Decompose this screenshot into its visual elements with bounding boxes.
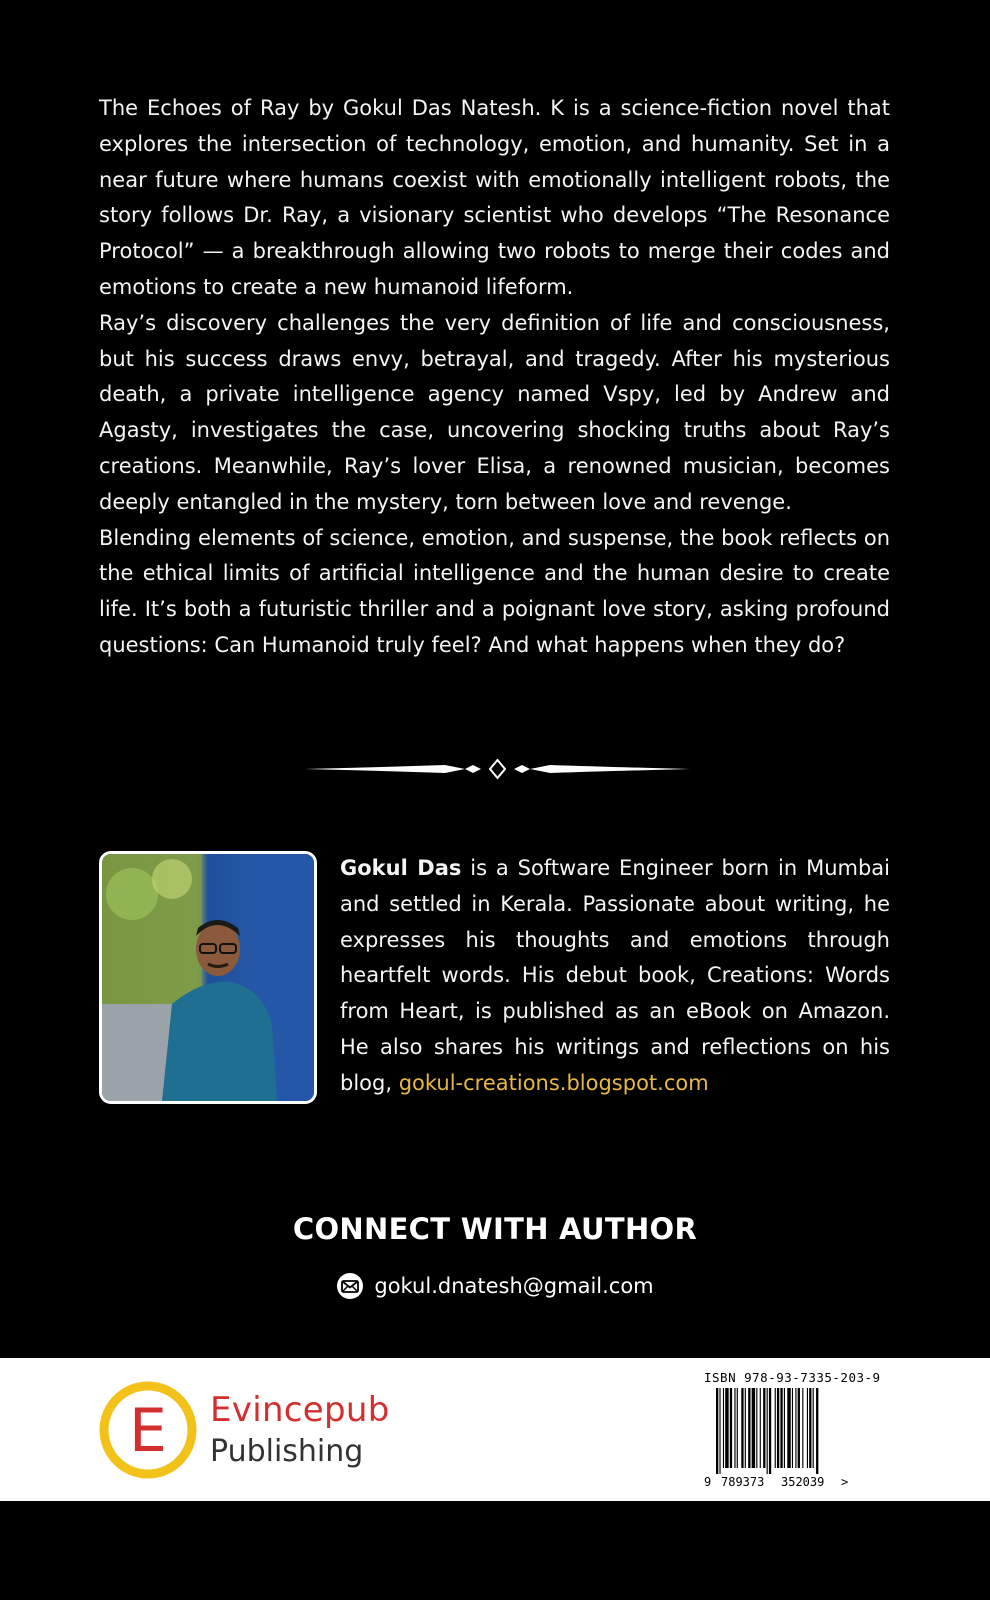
barcode-bar — [780, 1388, 782, 1468]
barcode-bar — [741, 1388, 743, 1468]
barcode-bar — [730, 1388, 732, 1468]
isbn-label: ISBN 978-93-7335-203-9 — [704, 1370, 881, 1385]
barcode-bar — [777, 1388, 779, 1468]
synopsis-paragraph-2: Ray’s discovery challenges the very definition of life and consciousness, but his success draws envy, betrayal, and tragedy. After his mysterious death, a private intelligence agency named Vspy, led by Andrew and Agasty, investigates the case, uncovering shocking truths about Ray’s creations. Meanwhile, Ray’s lover Elisa, a renowned musician, becomes deeply entangled in the mystery, torn between love and revenge. — [99, 310, 890, 514]
author-bio-text — [340, 851, 890, 1102]
barcode-digits-right: 352039 — [781, 1475, 825, 1489]
barcode-bar — [767, 1388, 768, 1474]
barcode-bar — [769, 1388, 771, 1474]
barcode-bar — [752, 1388, 755, 1468]
barcode-bar — [775, 1388, 776, 1468]
barcode-digits-mid: 789373 — [721, 1475, 765, 1489]
barcode-bar — [792, 1388, 793, 1468]
barcode-bar — [756, 1388, 757, 1468]
logo-letter: E — [129, 1396, 167, 1466]
barcode-bar — [798, 1388, 800, 1468]
barcode-bar — [784, 1388, 785, 1468]
synopsis-paragraph-1: The Echoes of Ray by Gokul Das Natesh. K is a science-fiction novel that explores the intersection of technology, emotion, and humanity. Set in a near future where humans coexist with emotionally intelligent robots, the story follows Dr. Ray, a visionary scientist who develops “The Resonance Protocol” — a breakthrough allowing two robots to merge their codes and emotions to create a new humanoid lifeform. — [99, 96, 890, 299]
author-email-row[interactable] — [0, 1272, 990, 1300]
barcode-bar — [723, 1388, 724, 1468]
author-blog-link[interactable]: gokul-creations.blogspot.com — [398, 1070, 709, 1095]
barcode-digit-left: 9 — [704, 1475, 712, 1489]
barcode-bar — [787, 1388, 790, 1468]
synopsis-paragraph-3: Blending elements of science, emotion, and suspense, the book reflects on the ethical limits of artificial intelligence and the human desire to create life. It’s both a futuristic thriller and a poignant love story, asking profound questions: Can Humanoid truly feel? And what happens when they do? — [99, 525, 890, 657]
book-synopsis — [99, 91, 890, 664]
author-bio-body: is a Software Engineer born in Mumbai and settled in Kerala. Passionate about writing, he expresses his thoughts and emotions through heartfelt words. His debut book, Creations: Words from Heart, is published as an eBook on Amazon. He also shares his writings and reflections on his blog, — [340, 856, 890, 1095]
evincepub-logo-icon — [98, 1380, 198, 1480]
barcode-bar — [760, 1388, 761, 1468]
barcode-arrow: > — [841, 1475, 849, 1489]
isbn-barcode — [704, 1386, 864, 1489]
barcode-bar — [802, 1388, 803, 1468]
barcode-bar — [716, 1388, 718, 1474]
barcode-bar — [737, 1388, 738, 1468]
publisher-subtitle: Publishing — [210, 1434, 364, 1469]
barcode-bar — [816, 1388, 818, 1474]
author-bio — [340, 851, 890, 1102]
barcode-bar — [734, 1388, 735, 1468]
publisher-footer — [0, 1358, 990, 1501]
publisher-name: Evincepub — [210, 1390, 390, 1430]
connect-heading: CONNECT WITH AUTHOR — [292, 1212, 698, 1246]
author-email: gokul.dnatesh@gmail.com — [374, 1274, 654, 1298]
barcode-bar — [809, 1388, 811, 1468]
barcode-bar — [748, 1388, 750, 1468]
barcode-bar — [807, 1388, 808, 1468]
barcode-bar — [725, 1388, 728, 1468]
ornamental-divider — [305, 754, 690, 784]
author-name: Gokul Das — [340, 856, 462, 880]
mail-icon — [336, 1272, 364, 1300]
barcode-bar — [745, 1388, 746, 1468]
bottom-band — [0, 1501, 990, 1600]
barcode-bar — [719, 1388, 720, 1474]
barcode-bar — [763, 1388, 765, 1468]
author-photo — [99, 851, 317, 1104]
barcode-bar — [795, 1388, 796, 1468]
barcode-bar — [813, 1388, 814, 1468]
